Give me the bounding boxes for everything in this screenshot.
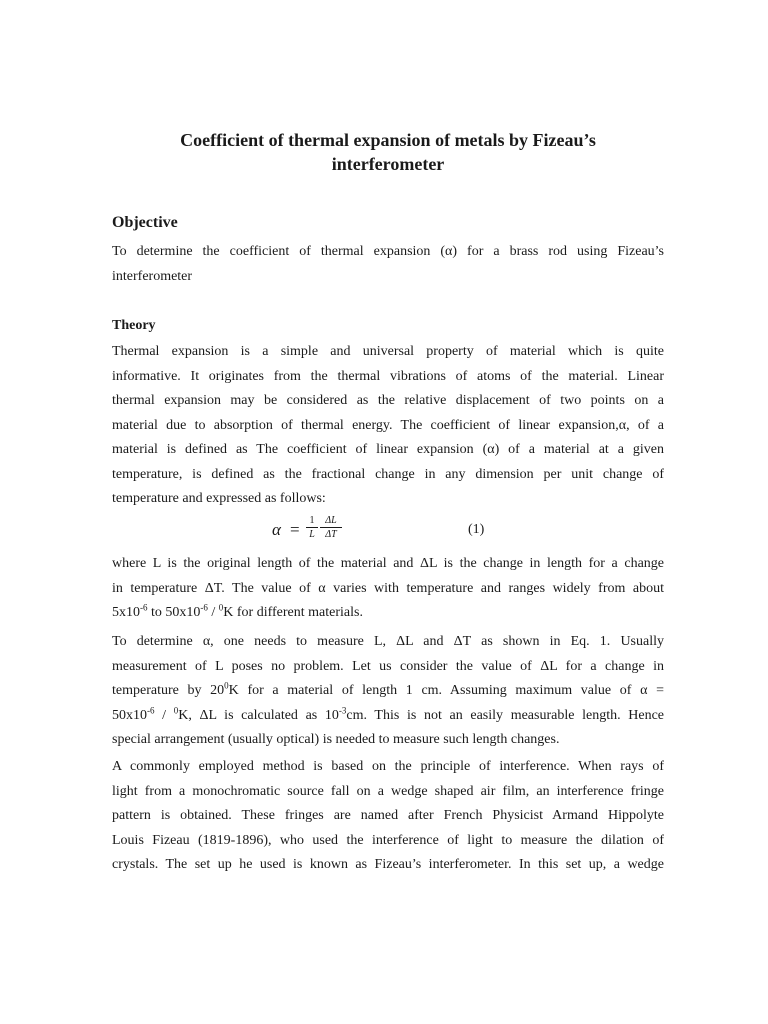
text-run: K for a material of length 1 cm. Assuming maximum value of α =: [228, 683, 664, 698]
text-line: light from a monochromatic source fall on a wedge shaped air film, an interference fringe: [112, 783, 664, 799]
text-line: where L is the original length of the material and ΔL is the change in length for a change: [112, 556, 664, 571]
text-run: 5x10: [112, 605, 140, 620]
text-line: measurement of L poses no problem. Let us consider the value of ΔL for a change in: [112, 658, 664, 674]
superscript: 0: [224, 680, 229, 691]
text-run: 50x10: [112, 707, 147, 723]
fraction-numerator: ΔL: [320, 515, 342, 528]
superscript: -6: [147, 704, 155, 715]
theory-paragraph: [112, 340, 664, 512]
fraction-delta-l-over-delta-t: [320, 515, 342, 541]
fraction-one-over-l: [306, 515, 318, 541]
equation-number: (1): [468, 522, 485, 537]
text-run: to 50x10: [147, 605, 201, 620]
measurement-paragraph: [112, 630, 664, 753]
title-line-2: interferometer: [331, 154, 445, 174]
text-run: /: [207, 605, 219, 620]
text-line: informative. It originates from the thermal vibrations of atoms of the material. Linear: [112, 368, 664, 384]
interference-paragraph: [112, 755, 664, 878]
title-line-1: Coefficient of thermal expansion of metals by Fizeau’s: [180, 130, 596, 150]
fraction-denominator: L: [309, 529, 315, 540]
text-line: To determine α, one needs to measure L, ΔL and ΔT as shown in Eq. 1. Usually: [112, 634, 664, 649]
text-line: temperature and expressed as follows:: [112, 491, 326, 506]
text-line: thermal expansion may be considered as the relative displacement of two points on a: [112, 393, 664, 408]
text-line: special arrangement (usually optical) is needed to measure such length changes.: [112, 732, 560, 747]
text-line: [112, 704, 664, 729]
text-run: temperature by 20: [112, 683, 225, 698]
text-line: temperature, is defined as the fractional change in any dimension per unit change of: [112, 466, 664, 482]
text-line: pattern is obtained. These fringes are named after French Physicist Armand Hippolyte: [112, 808, 664, 823]
text-line: in temperature ΔT. The value of α varies with temperature and ranges widely from about: [112, 580, 664, 596]
text-line: Louis Fizeau (1819-1896), who used the interference of light to measure the dilation of: [112, 832, 664, 848]
text-run: K, ΔL is calculated as 10: [178, 707, 339, 723]
equation-equals: =: [290, 520, 300, 539]
equation-explanation-paragraph: [112, 552, 664, 626]
text-line: material is defined as The coefficient of linear expansion (α) of a material at a given: [112, 442, 664, 457]
text-line: [112, 601, 664, 626]
text-line: Thermal expansion is a simple and universal property of material which is quite: [112, 344, 664, 359]
fraction-numerator: 1: [306, 515, 318, 528]
text-run: K for different materials.: [223, 605, 363, 620]
objective-paragraph: [112, 240, 664, 289]
text-line: [112, 679, 664, 704]
text-line: To determine the coefficient of thermal expansion (α) for a brass rod using Fizeau’s: [112, 244, 664, 259]
text-line: A commonly employed method is based on the principle of interference. When rays of: [112, 759, 664, 774]
fraction-denominator: ΔT: [325, 529, 337, 540]
superscript: -3: [338, 704, 347, 715]
document-title: [112, 128, 664, 176]
superscript: 0: [218, 602, 224, 613]
equation-lhs: α: [272, 520, 281, 539]
objective-heading: Objective: [112, 214, 178, 231]
text-line: interferometer: [112, 268, 193, 284]
text-line: material due to absorption of thermal energy. The coefficient of linear expansion,α, of a: [112, 417, 664, 433]
equation-1: [270, 514, 530, 550]
text-line: crystals. The set up he used is known as Fizeau’s interferometer. In this set up, a wedge: [112, 857, 664, 872]
superscript: 0: [173, 704, 179, 715]
superscript: -6: [140, 602, 148, 613]
superscript: -6: [200, 602, 208, 613]
text-run: cm. This is not an easily measurable length. Hence: [346, 707, 664, 723]
text-run: /: [154, 707, 174, 723]
theory-heading: Theory: [112, 318, 156, 333]
